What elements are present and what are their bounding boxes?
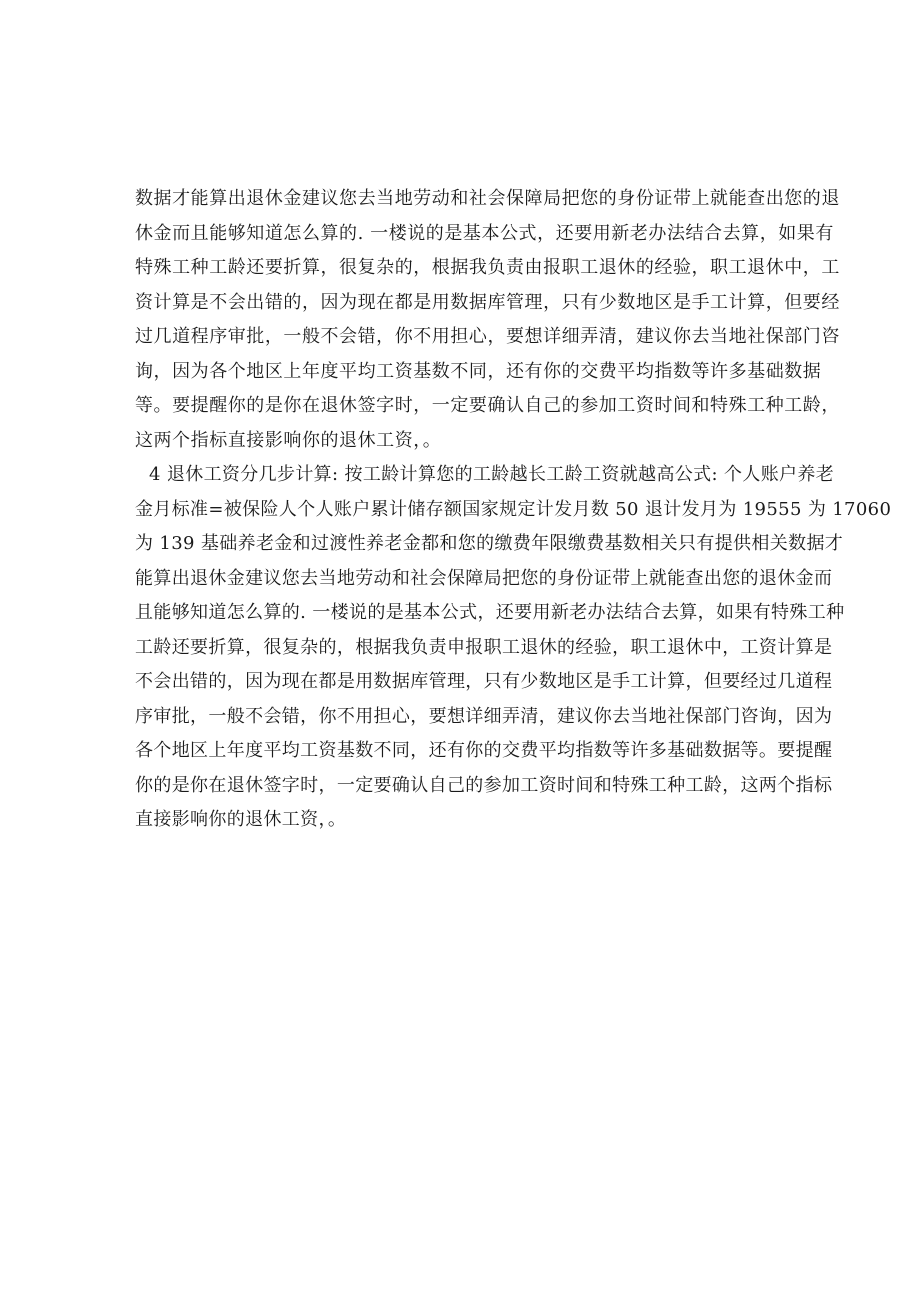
paragraph-2 bbox=[135, 458, 892, 838]
text-line: 特殊工种工龄还要折算，很复杂的，根据我负责由报职工退休的经验，职工退休中，工 bbox=[135, 257, 840, 278]
text-line: 这两个指标直接影响你的退休工资，。 bbox=[135, 429, 442, 451]
text-line: 序审批，一般不会错，你不用担心，要想详细弄清，建议你去当地社保部门咨询，因为 bbox=[135, 705, 833, 727]
text-line: 各个地区上年度平均工资基数不同，还有你的交费平均指数等许多基础数据等。要提醒 bbox=[135, 740, 833, 761]
document-body bbox=[135, 182, 892, 838]
text-line: 工龄还要折算，很复杂的，根据我负责申报职工退休的经验，职工退休中，工资计算是 bbox=[135, 636, 833, 658]
text-line: 金月标准=被保险人个人账户累计储存额国家规定计发月数 50 退计发月为 19555 为 17060 bbox=[135, 498, 892, 520]
text-line: 数据才能算出退休金建议您去当地劳动和社会保障局把您的身份证带上就能查出您的退 bbox=[135, 188, 840, 209]
text-line: 不会出错的，因为现在都是用数据库管理，只有少数地区是手工计算，但要经过几道程 bbox=[135, 671, 833, 692]
text-line: 直接影响你的退休工资，。 bbox=[135, 809, 347, 830]
text-line: 且能够知道怎么算的. 一楼说的是基本公式，还要用新老办法结合去算，如果有特殊工种 bbox=[135, 602, 845, 623]
paragraph-1 bbox=[135, 182, 840, 458]
text-line: 过几道程序审批，一般不会错，你不用担心，要想详细弄清，建议你去当地社保部门咨 bbox=[135, 326, 840, 347]
text-line: 资计算是不会出错的，因为现在都是用数据库管理，只有少数地区是手工计算，但要经 bbox=[135, 291, 840, 313]
text-line: 为 139 基础养老金和过渡性养老金都和您的缴费年限缴费基数相关只有提供相关数据才 bbox=[135, 533, 844, 554]
text-line: 你的是你在退休签字时，一定要确认自己的参加工资时间和特殊工种工龄，这两个指标 bbox=[135, 774, 833, 796]
text-line: 等。要提醒你的是你在退休签字时，一定要确认自己的参加工资时间和特殊工种工龄， bbox=[135, 395, 840, 416]
text-line: 4 退休工资分几步计算: 按工龄计算您的工龄越长工龄工资就越高公式: 个人账户养老 bbox=[149, 464, 835, 485]
text-line: 询，因为各个地区上年度平均工资基数不同，还有你的交费平均指数等许多基础数据 bbox=[135, 360, 822, 382]
text-line: 休金而且能够知道怎么算的. 一楼说的是基本公式，还要用新老办法结合去算，如果有 bbox=[135, 222, 834, 244]
text-line: 能算出退休金建议您去当地劳动和社会保障局把您的身份证带上就能查出您的退休金而 bbox=[135, 567, 833, 589]
